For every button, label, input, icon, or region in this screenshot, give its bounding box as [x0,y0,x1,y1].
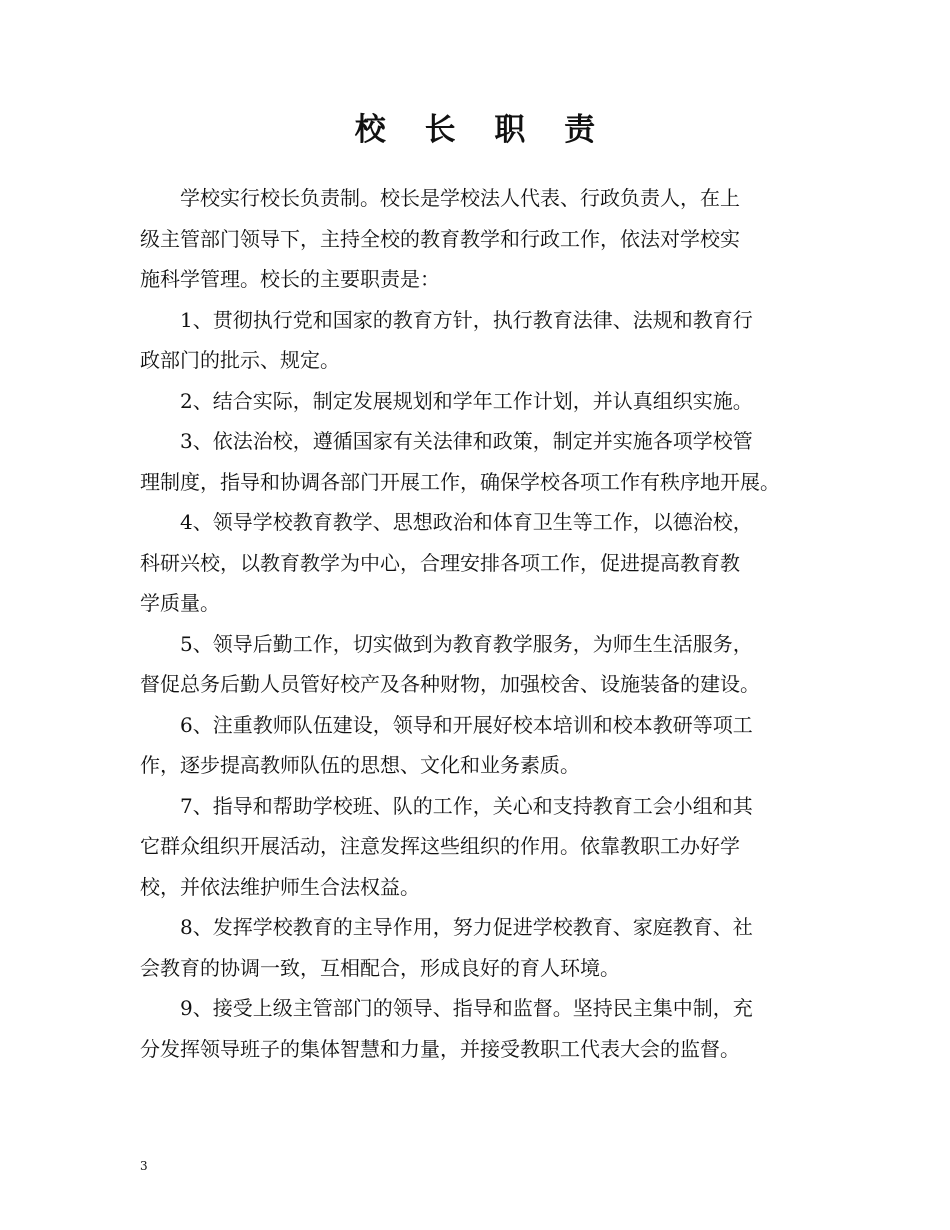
paragraph [140,381,814,422]
paragraph-line: 8、发挥学校教育的主导作用，努力促进学校教育、家庭教育、社 [180,915,753,939]
paragraph [140,300,814,381]
paragraph-line: 学质量。 [140,591,220,615]
paragraph [140,705,814,786]
paragraph [140,502,814,624]
paragraph-line: 5、领导后勤工作，切实做到为教育教学服务，为师生生活服务， [180,631,753,656]
paragraph-line: 3、依法治校，遵循国家有关法律和政策，制定并实施各项学校管 [180,429,753,453]
paragraph-line: 校，并依法维护师生合法权益。 [140,874,420,899]
paragraph-line: 施科学管理。校长的主要职责是： [140,267,440,291]
paragraph-line: 政部门的批示、规定。 [140,348,340,372]
paragraph-line: 会教育的协调一致，互相配合，形成良好的育人环境。 [140,955,620,980]
paragraph [140,178,814,300]
document-body [140,178,814,1069]
paragraph-line: 督促总务后勤人员管好校产及各种财物，加强校舍、设施装备的建设。 [140,672,760,696]
paragraph-line: 级主管部门领导下，主持全校的教育教学和行政工作，依法对学校实 [140,226,740,251]
paragraph [140,624,814,705]
paragraph-line: 它群众组织开展活动，注意发挥这些组织的作用。依靠教职工办好学 [140,834,740,858]
paragraph-line: 理制度，指导和协调各部门开展工作，确保学校各项工作有秩序地开展。 [140,469,780,494]
paragraph-line: 1、贯彻执行党和国家的教育方针，执行教育法律、法规和教育行 [180,307,753,332]
paragraph-line: 7、指导和帮助学校班、队的工作，关心和支持教育工会小组和其 [180,793,753,818]
page-number: 3 [140,1159,148,1173]
paragraph [140,907,814,988]
paragraph-line: 6、注重教师队伍建设，领导和开展好校本培训和校本教研等项工 [180,712,753,737]
paragraph-line: 学校实行校长负责制。校长是学校法人代表、行政负责人，在上 [180,186,740,210]
paragraph-line: 4、领导学校教育教学、思想政治和体育卫生等工作，以德治校， [180,510,753,534]
paragraph [140,988,814,1069]
paragraph [140,786,814,908]
document-title: 校 长 职 责 [354,112,610,148]
paragraph-line: 作，逐步提高教师队伍的思想、文化和业务素质。 [140,753,580,777]
paragraph-line: 科研兴校，以教育教学为中心，合理安排各项工作，促进提高教育教 [140,550,740,575]
paragraph-line: 9、接受上级主管部门的领导、指导和监督。坚持民主集中制，充 [180,996,753,1020]
paragraph-line: 分发挥领导班子的集体智慧和力量，并接受教职工代表大会的监督。 [140,1036,740,1061]
paragraph-line: 2、结合实际，制定发展规划和学年工作计划，并认真组织实施。 [180,388,753,413]
paragraph [140,421,814,502]
